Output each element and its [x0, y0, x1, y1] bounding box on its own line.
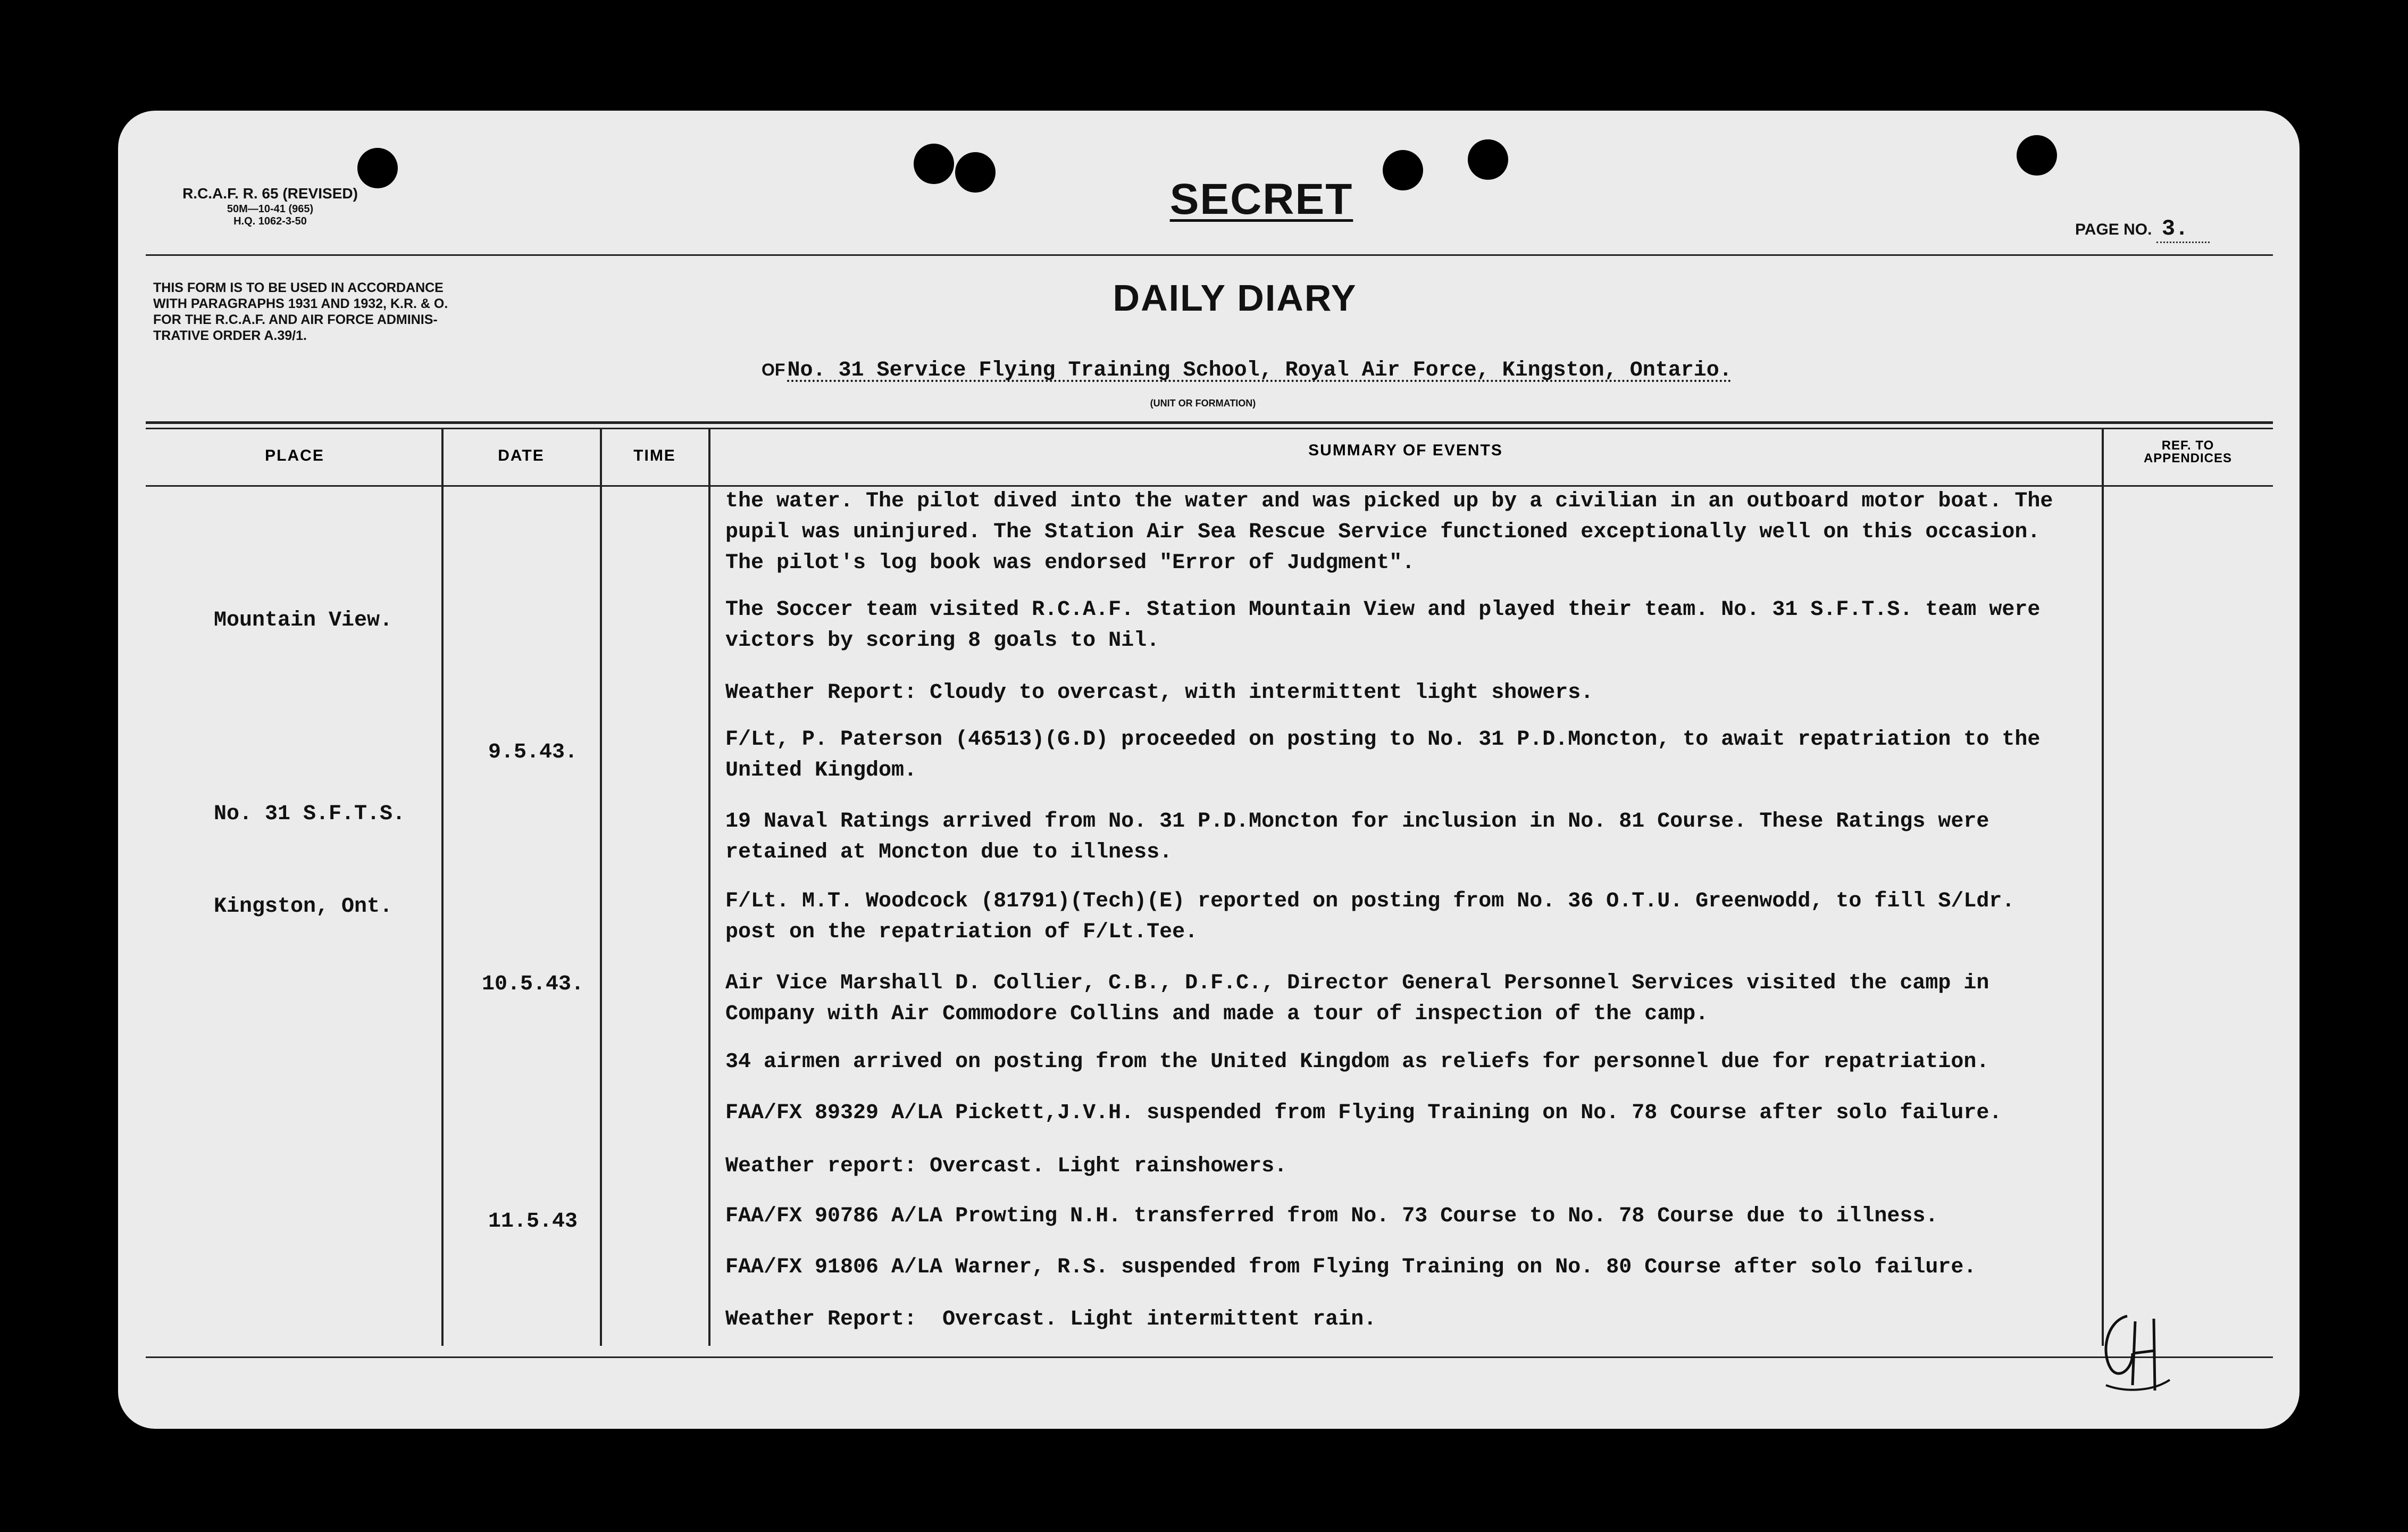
date-entry: 9.5.43.	[488, 740, 578, 764]
punch-hole	[914, 144, 954, 184]
ref-header-line1: REF. TO	[2161, 438, 2214, 453]
form-ref-line2: 50M—10-41 (965)	[227, 203, 314, 215]
date-entry: 11.5.43	[488, 1210, 578, 1234]
page-label: PAGE NO.	[2075, 221, 2152, 238]
date-entry: 10.5.43.	[481, 972, 584, 996]
unit-caption: (UNIT OR FORMATION)	[1150, 398, 1256, 409]
place-entry	[214, 737, 405, 984]
col-divider-place-date	[441, 428, 444, 1346]
summary-entry: 19 Naval Ratings arrived from No. 31 P.D.Moncton for inclusion in No. 81 Course. These Ratings were retained at Moncton due to illness.	[725, 810, 1989, 864]
table-bottom-rule	[146, 1356, 2273, 1358]
table-top-rule-2	[146, 428, 2273, 429]
place-line: Kingston, Ont.	[214, 895, 393, 919]
form-instructions	[153, 280, 568, 344]
column-header-summary: SUMMARY OF EVENTS	[1308, 442, 1503, 459]
summary-entry: F/Lt. M.T. Woodcock (81791)(Tech)(E) reported on posting from No. 36 O.T.U. Greenwodd, to fill S/Ldr. post on the repatriation of F/Lt.Tee.	[725, 889, 2015, 944]
ref-header-line2: APPENDICES	[2143, 451, 2233, 465]
form-ref-line3: H.Q. 1062-3-50	[233, 215, 307, 227]
summary-entry: Weather report: Overcast. Light rainshowers.	[725, 1154, 1287, 1178]
page-number-label	[2075, 216, 2210, 242]
summary-entry: the water. The pilot dived into the water and was picked up by a civilian in an outboard motor boat. The pupil was uninjured. The Station Air Sea Rescue Service functioned exceptionally well on this occasion. The pilot's log book was endorsed "Error of Judgment".	[725, 489, 2053, 575]
handwritten-initials	[2095, 1305, 2175, 1396]
punch-hole	[1468, 139, 1508, 180]
place-line: No. 31 S.F.T.S.	[214, 802, 406, 826]
column-header-place: PLACE	[265, 447, 324, 464]
instruction-line: FOR THE R.C.A.F. AND AIR FORCE ADMINIS-	[153, 312, 438, 327]
page-number: 3.	[2156, 216, 2210, 243]
table-top-rule	[146, 421, 2273, 424]
unit-name: No. 31 Service Flying Training School, Royal Air Force, Kingston, Ontario.	[787, 359, 1732, 382]
summary-entry: The Soccer team visited R.C.A.F. Station Mountain View and played their team. No. 31 S.F.T.S. team were victors by scoring 8 goals to Nil.	[725, 598, 2041, 653]
diary-card	[118, 111, 2300, 1429]
unit-prefix: OF	[762, 360, 785, 379]
header-divider	[146, 254, 2273, 256]
summary-entry: FAA/FX 90786 A/LA Prowting N.H. transferred from No. 73 Course to No. 78 Course due to illness.	[725, 1204, 1938, 1228]
column-header-date: DATE	[498, 447, 545, 464]
form-title: DAILY DIARY	[1113, 277, 1357, 319]
punch-hole	[955, 152, 996, 193]
summary-entry: 34 airmen arrived on posting from the United Kingdom as reliefs for personnel due for repatriation.	[725, 1050, 1989, 1074]
summary-entry: Weather Report: Cloudy to overcast, with intermittent light showers.	[725, 681, 1594, 705]
place-entry: Mountain View.	[214, 609, 393, 632]
unit-line	[762, 359, 2091, 382]
instruction-line: WITH PARAGRAPHS 1931 AND 1932, K.R. & O.	[153, 296, 448, 311]
column-header-time: TIME	[633, 447, 676, 464]
form-ref	[153, 185, 387, 228]
instruction-line: THIS FORM IS TO BE USED IN ACCORDANCE	[153, 280, 444, 295]
form-ref-line1: R.C.A.F. R. 65 (REVISED)	[182, 185, 358, 202]
instruction-line: TRATIVE ORDER A.39/1.	[153, 328, 307, 343]
summary-entry: Weather Report: Overcast. Light intermittent rain.	[725, 1308, 1377, 1331]
punch-hole	[2017, 135, 2057, 176]
summary-entry: FAA/FX 91806 A/LA Warner, R.S. suspended from Flying Training on No. 80 Course after solo failure.	[725, 1255, 1977, 1279]
col-divider-time-summary	[708, 428, 710, 1346]
summary-entry: Air Vice Marshall D. Collier, C.B., D.F.C., Director General Personnel Services visited the camp in Company with Air Commodore Collins and made a tour of inspection of the camp.	[725, 971, 1989, 1026]
classification-stamp: SECRET	[1169, 175, 1353, 223]
punch-hole	[357, 148, 398, 188]
summary-entry: F/Lt, P. Paterson (46513)(G.D) proceeded on posting to No. 31 P.D.Moncton, to await repatriation to the United Kingdom.	[725, 728, 2041, 782]
summary-entry: FAA/FX 89329 A/LA Pickett,J.V.H. suspended from Flying Training on No. 78 Course after solo failure.	[725, 1101, 2002, 1125]
column-header-ref	[2103, 439, 2273, 465]
